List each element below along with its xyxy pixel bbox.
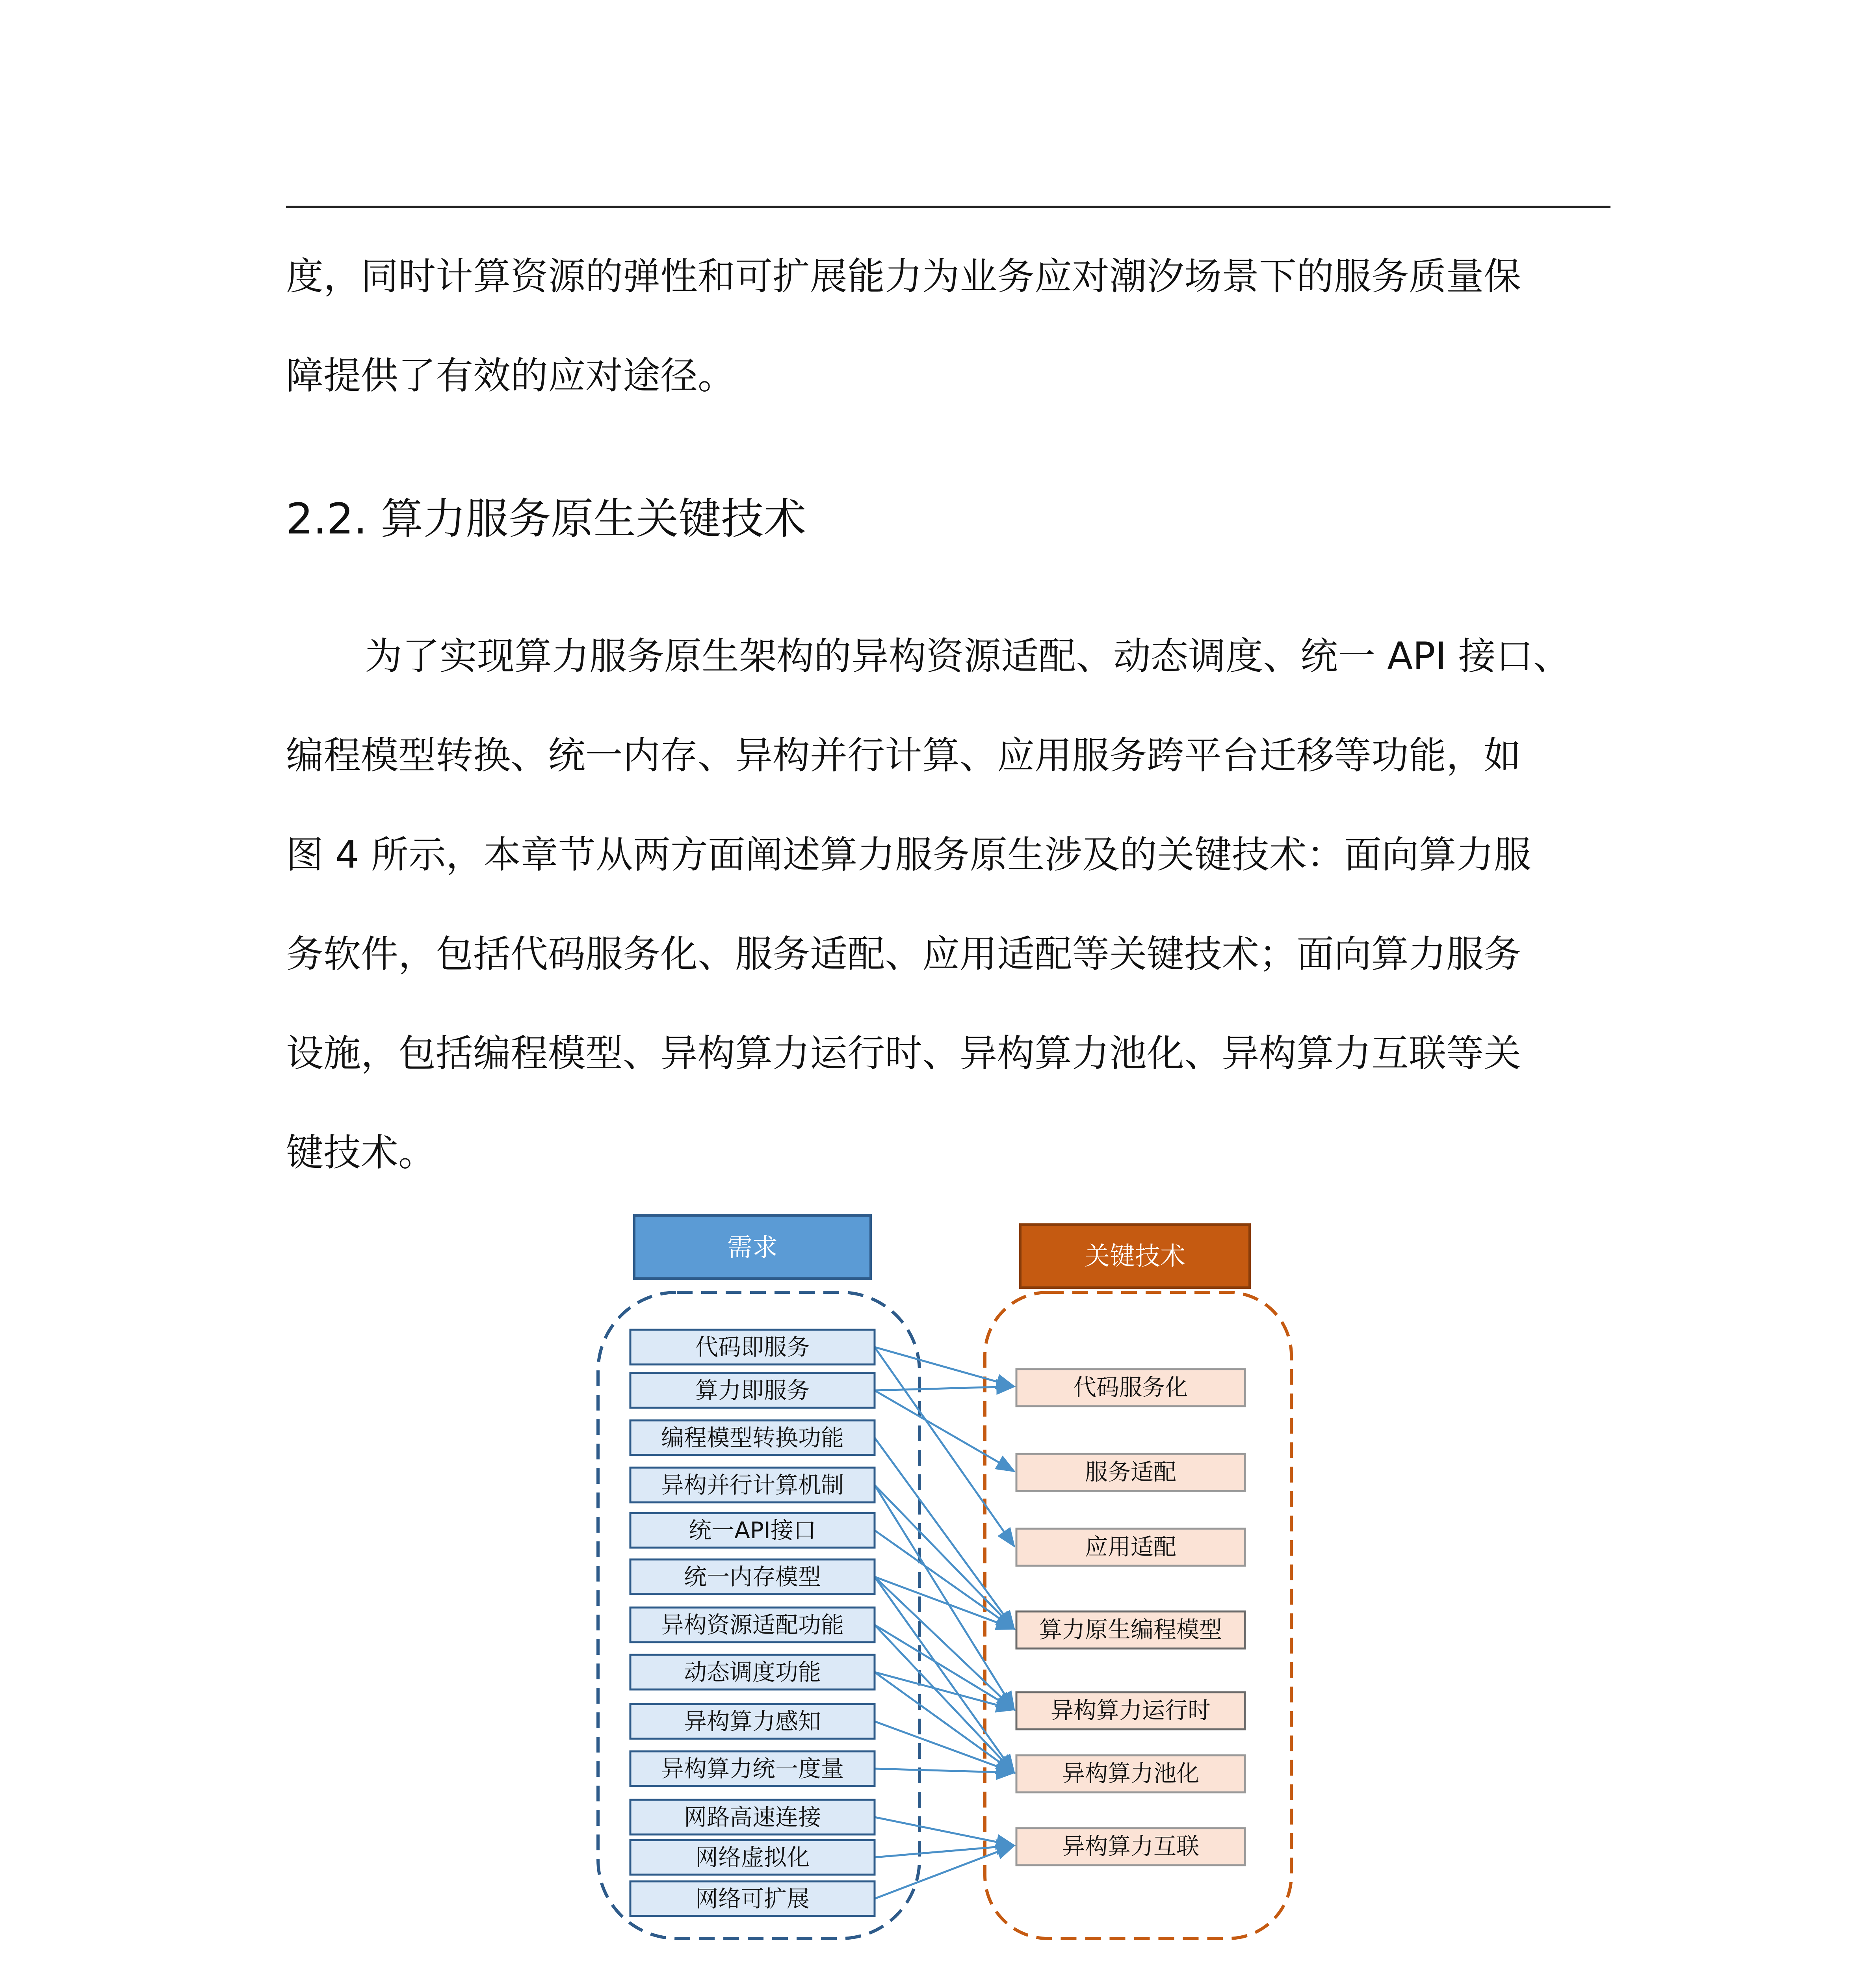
technology-items: [1016, 1369, 1245, 1865]
requirement-item: [630, 1608, 875, 1642]
requirement-label: 异构资源适配功能: [661, 1611, 844, 1638]
requirement-label: 异构算力感知: [684, 1708, 821, 1735]
requirement-label: 统一API接口: [689, 1517, 816, 1544]
requirement-item: [630, 1559, 875, 1594]
requirement-item: [630, 1800, 875, 1834]
requirement-item: [630, 1468, 875, 1502]
link-arrow: [875, 1625, 1014, 1773]
technology-item: [1016, 1828, 1245, 1865]
technology-label: 算力原生编程模型: [1039, 1616, 1222, 1643]
header-rule: [286, 206, 1610, 208]
technology-label: 代码服务化: [1073, 1374, 1188, 1401]
link-arrow: [875, 1721, 1014, 1773]
text-line: 图 4 所示，本章节从两方面阐述算力服务原生涉及的关键技术：面向算力服: [286, 833, 1531, 877]
intro-paragraph: [286, 227, 1610, 426]
technology-label: 应用适配: [1085, 1533, 1177, 1560]
technology-label: 异构算力运行时: [1050, 1697, 1211, 1724]
requirement-label: 编程模型转换功能: [661, 1424, 844, 1451]
text-line: 务软件，包括代码服务化、服务适配、应用适配等关键技术；面向算力服务: [286, 933, 1521, 976]
text-line: 键技术。: [286, 1131, 436, 1175]
requirement-label: 网路高速连接: [684, 1804, 821, 1831]
requirement-item: [630, 1373, 875, 1408]
requirements-tech-diagram: [591, 1214, 1308, 1954]
requirement-item: [630, 1513, 875, 1548]
section-heading: 2.2. 算力服务原生关键技术: [286, 494, 806, 544]
link-arrow: [875, 1769, 1014, 1773]
requirement-items: [630, 1330, 875, 1916]
requirement-label: 网络可扩展: [695, 1885, 810, 1912]
text-line: 度，同时计算资源的弹性和可扩展能力为业务应对潮汐场景下的服务质量保: [286, 255, 1521, 298]
technology-item: [1016, 1529, 1245, 1566]
requirement-item: [630, 1840, 875, 1875]
link-arrow: [875, 1390, 1014, 1471]
technology-item: [1016, 1692, 1245, 1729]
requirement-item: [630, 1704, 875, 1739]
link-arrow: [875, 1625, 1014, 1710]
body-paragraph: [286, 607, 1610, 1202]
requirement-label: 统一内存模型: [684, 1563, 821, 1590]
text-line: 设施，包括编程模型、异构算力运行时、异构算力池化、异构算力互联等关: [286, 1032, 1521, 1075]
technology-label: 服务适配: [1085, 1459, 1177, 1485]
link-arrow: [875, 1386, 1014, 1390]
link-arrow: [875, 1438, 1014, 1629]
links-layer: [875, 1347, 1014, 1899]
link-arrow: [875, 1530, 1014, 1629]
requirement-label: 异构并行计算机制: [661, 1472, 844, 1498]
right-header-label: 关键技术: [1085, 1242, 1185, 1271]
technology-item: [1016, 1369, 1245, 1406]
requirement-item: [630, 1881, 875, 1916]
link-arrow: [875, 1817, 1014, 1845]
link-arrow: [875, 1577, 1014, 1629]
technology-item: [1016, 1454, 1245, 1491]
left-header-label: 需求: [727, 1233, 778, 1262]
technology-label: 异构算力互联: [1062, 1833, 1200, 1860]
link-arrow: [875, 1347, 1014, 1546]
requirement-label: 异构算力统一度量: [661, 1755, 844, 1782]
requirement-label: 算力即服务: [695, 1377, 810, 1404]
technology-label: 异构算力池化: [1062, 1760, 1200, 1787]
requirement-label: 动态调度功能: [684, 1659, 821, 1686]
text-line: 编程模型转换、统一内存、异构并行计算、应用服务跨平台迁移等功能，如: [286, 734, 1521, 777]
requirement-item: [630, 1655, 875, 1689]
requirement-item: [630, 1751, 875, 1786]
requirement-label: 网络虚拟化: [695, 1844, 810, 1871]
link-arrow: [875, 1845, 1014, 1857]
requirement-label: 代码即服务: [695, 1334, 810, 1360]
technology-item: [1016, 1755, 1245, 1792]
technology-item: [1016, 1611, 1245, 1648]
link-arrow: [875, 1347, 1014, 1386]
link-arrow: [875, 1845, 1014, 1899]
requirement-item: [630, 1420, 875, 1455]
text-line: 障提供了有效的应对途径。: [286, 354, 736, 398]
text-line: 为了实现算力服务原生架构的异构资源适配、动态调度、统一 API 接口、: [365, 635, 1571, 678]
link-arrow: [875, 1672, 1014, 1773]
requirement-item: [630, 1330, 875, 1364]
